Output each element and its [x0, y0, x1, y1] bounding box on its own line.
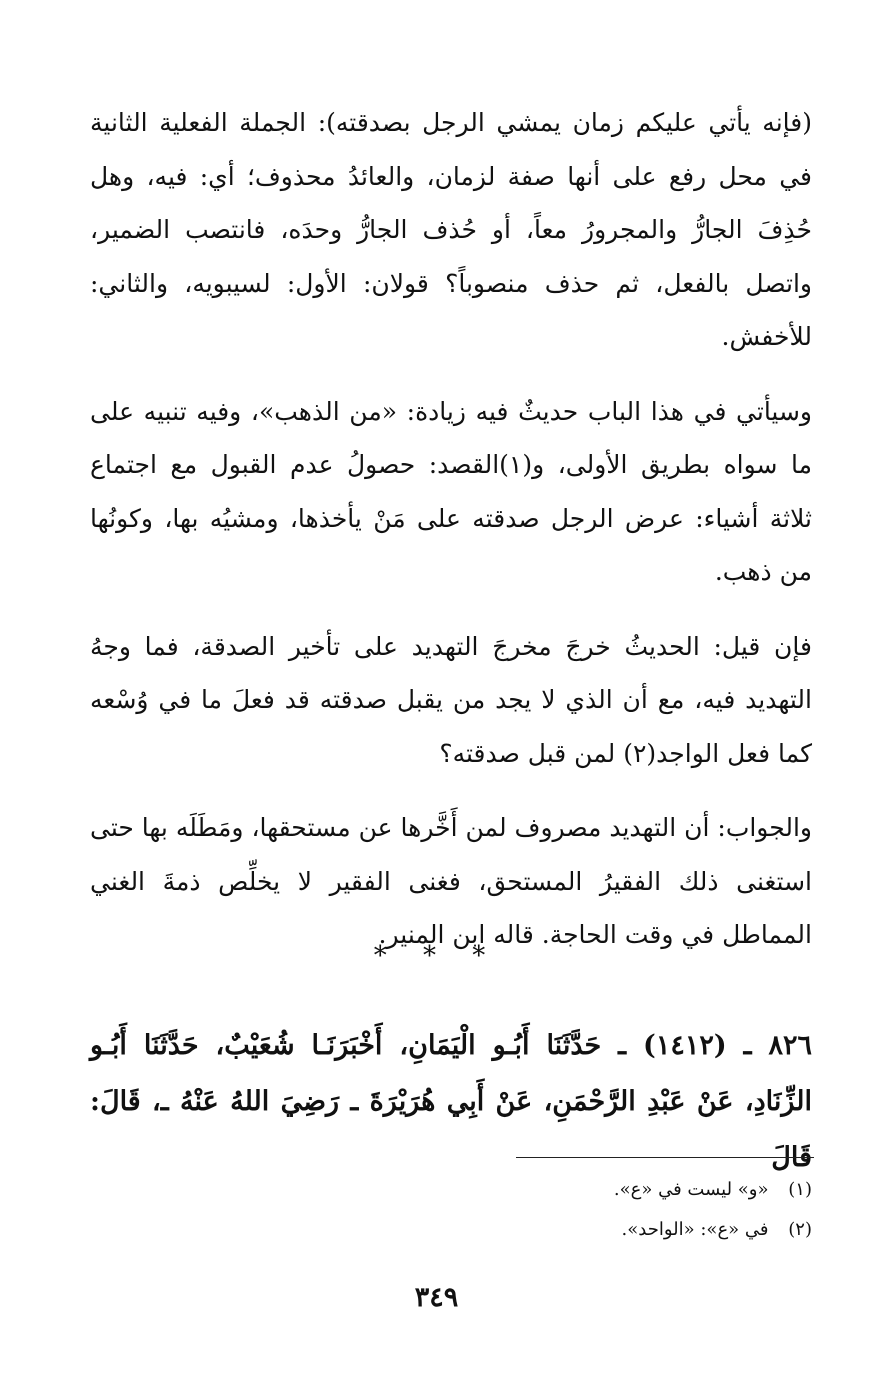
footnote-number: (٢)	[788, 1219, 812, 1240]
footnote-number: (١)	[788, 1179, 812, 1200]
footnote-2	[90, 1210, 812, 1250]
hadith-text: ٨٢٦ ـ (١٤١٢) ـ حَدَّثَنَا أَبُـو الْيَمَانِ، أَخْبَرَنَـا شُعَيْبٌ، حَدَّثَنَا أَبُـو الزِّنَادِ، عَنْ عَبْدِ الرَّحْمَنِ، عَنْ أَبِي هُرَيْرَةَ ـ رَضِيَ اللهُ عَنْهُ ـ، قَالَ: قَالَ	[90, 1030, 812, 1173]
footnote-text: في «ع»: «الواحد».	[621, 1219, 769, 1240]
paragraph-3: فإن قيل: الحديثُ خرجَ مخرجَ التهديد على تأخير الصدقة، فما وجهُ التهديد فيه، مع أن الذي لا يجد من يقبل صدقته قد فعلَ ما في وُسْعه كما فعل الواجد(٢) لمن قبل صدقته؟	[90, 631, 812, 768]
footnotes	[90, 1170, 812, 1250]
paragraph-2: وسيأتي في هذا الباب حديثٌ فيه زيادة: «من الذهب»، وفيه تنبيه على ما سواه بطريق الأولى، و(١)القصد: حصولُ عدم القبول مع اجتماع ثلاثة أشياء: عرض الرجل صدقته على مَنْ يأخذها، ومشيُه بها، وكونُها من ذهب.	[90, 396, 812, 586]
footnote-rule	[516, 1157, 814, 1158]
paragraph-1: (فإنه يأتي عليكم زمان يمشي الرجل بصدقته): الجملة الفعلية الثانية في محل رفع على أنها صفة لزمان، والعائدُ محذوف؛ أي: فيه، وهل حُذِفَ الجارُّ والمجرورُ معاً، أو حُذف الجارُّ وحدَه، فانتصب الضمير، واتصل بالفعل، ثم حذف منصوباً؟ قولان: الأول: لسيبويه، والثاني: للأخفش.	[90, 108, 812, 351]
page-number: ٣٤٩	[414, 1282, 459, 1313]
paragraph-4: والجواب: أن التهديد مصروف لمن أَخَّرها عن مستحقها، ومَطَلَه بها حتى استغنى ذلك الفقيرُ المستحق، فغنى الفقير لا يخلِّص ذمةَ الغني المماطل في وقت الحاجة. قاله ابن المنير.	[90, 813, 812, 949]
footnote-1	[90, 1170, 812, 1210]
section-divider: * * *	[373, 941, 500, 971]
main-text	[90, 96, 812, 962]
footnote-text: «و» ليست في «ع».	[613, 1179, 769, 1200]
